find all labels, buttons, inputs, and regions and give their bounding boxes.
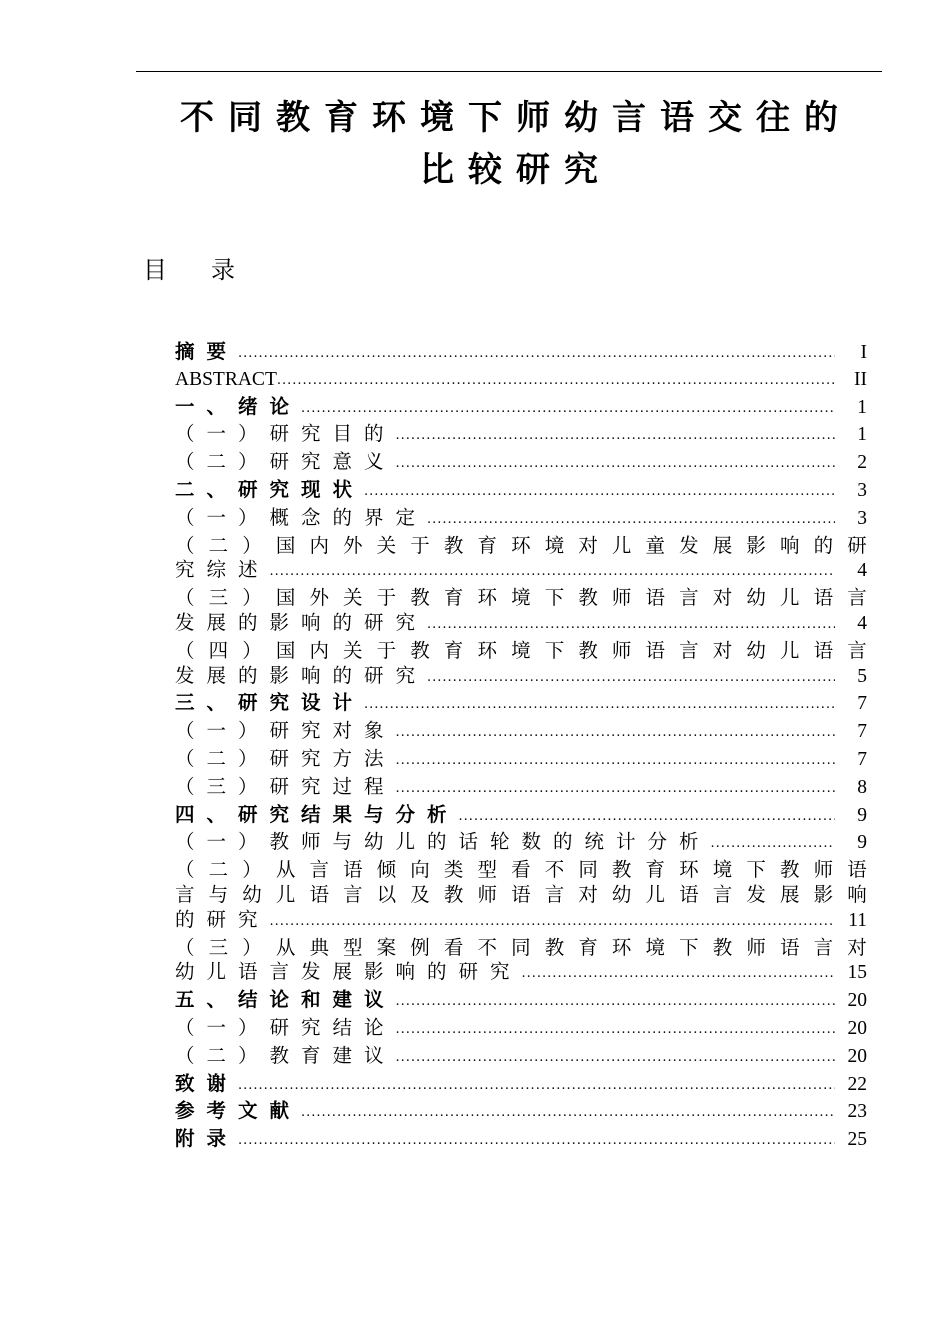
toc-entry-ack[interactable] bbox=[175, 1072, 867, 1100]
toc-leader-dots bbox=[396, 990, 835, 1015]
toc-leader-dots bbox=[396, 1018, 835, 1043]
toc-leader-dots bbox=[301, 1101, 835, 1126]
header-rule bbox=[136, 71, 882, 72]
toc-leader-dots bbox=[364, 480, 835, 505]
toc-entry-label: 附录 bbox=[175, 1127, 239, 1151]
toc-entry-label: 致谢 bbox=[175, 1071, 239, 1095]
toc-page-number: 3 bbox=[857, 507, 867, 529]
toc-page-number: 4 bbox=[857, 560, 867, 582]
toc-leader-dots bbox=[427, 613, 835, 638]
toc-page-number: 20 bbox=[847, 1045, 867, 1067]
toc-page-number: 15 bbox=[847, 962, 867, 984]
toc-entry-ch2-2[interactable] bbox=[175, 558, 867, 586]
toc-wrap-line[interactable]: （ 三 ） 从 典 型 案 例 看 不 同 教 育 环 境 下 教 师 语 言 对 bbox=[175, 935, 867, 959]
toc-leader-dots bbox=[364, 693, 835, 718]
toc-leader-dots bbox=[396, 721, 835, 746]
toc-entry-ch1[interactable] bbox=[175, 395, 867, 423]
toc-entry-refs[interactable] bbox=[175, 1099, 867, 1127]
toc-entry-ch3-2[interactable] bbox=[175, 747, 867, 775]
toc-entry-ch3-1[interactable] bbox=[175, 719, 867, 747]
toc-heading bbox=[143, 250, 235, 285]
toc-entry-label: 三、研究设计 bbox=[175, 691, 365, 715]
toc-page-number: 7 bbox=[857, 693, 867, 715]
toc-entry-label: 四、研究结果与分析 bbox=[175, 802, 459, 826]
page-title bbox=[136, 92, 882, 196]
toc-leader-dots bbox=[522, 962, 835, 987]
toc-wrap-line[interactable]: （ 三 ） 国 外 关 于 教 育 环 境 下 教 师 语 言 对 幼 儿 语 言 bbox=[175, 586, 867, 610]
toc-wrap-line[interactable]: （ 二 ） 从 言 语 倾 向 类 型 看 不 同 教 育 环 境 下 教 师 语 bbox=[175, 858, 867, 882]
toc-entry-label: 的研究 bbox=[175, 907, 270, 931]
toc-page-number: 7 bbox=[857, 748, 867, 770]
toc-entry-ch2-4[interactable] bbox=[175, 664, 867, 692]
toc-entry-label: （二）教育建议 bbox=[175, 1043, 396, 1067]
toc-entry-label: 参考文献 bbox=[175, 1099, 302, 1123]
toc-leader-dots bbox=[301, 397, 835, 422]
toc-page-number: 22 bbox=[847, 1073, 867, 1095]
toc-page-number: 5 bbox=[857, 665, 867, 687]
toc-leader-dots bbox=[238, 1074, 835, 1099]
toc-leader-dots bbox=[459, 805, 835, 830]
toc-entry-ch2[interactable] bbox=[175, 478, 867, 506]
toc-page-number: 7 bbox=[857, 721, 867, 743]
toc-entry-label: 二、研究现状 bbox=[175, 477, 365, 501]
toc-leader-dots bbox=[427, 508, 835, 533]
toc-entry-abstract-en[interactable] bbox=[175, 368, 867, 395]
toc-leader-dots bbox=[396, 777, 835, 802]
toc-entry-ch2-3[interactable] bbox=[175, 611, 867, 639]
toc-heading-left: 目 bbox=[143, 256, 167, 284]
toc-entry-label: （三）研究过程 bbox=[175, 774, 396, 798]
toc-entry-label: （二）研究方法 bbox=[175, 746, 396, 770]
toc-entry-abstract-cn[interactable] bbox=[175, 340, 867, 368]
toc-leader-dots bbox=[270, 910, 835, 935]
toc-entry-ch1-1[interactable] bbox=[175, 422, 867, 450]
toc-entry-ch5-1[interactable] bbox=[175, 1016, 867, 1044]
toc-entry-label: （一）研究目的 bbox=[175, 422, 396, 446]
toc-page-number: 4 bbox=[857, 612, 867, 634]
toc-page-number: 3 bbox=[857, 479, 867, 501]
toc-entry-label: 一、绪论 bbox=[175, 394, 302, 418]
toc-entry-label: （一）研究对象 bbox=[175, 719, 396, 743]
table-of-contents bbox=[175, 340, 867, 1155]
toc-entry-label: （一）研究结论 bbox=[175, 1015, 396, 1039]
toc-entry-label: （一）概念的界定 bbox=[175, 505, 428, 529]
toc-entry-label: 五、结论和建议 bbox=[175, 988, 396, 1012]
toc-entry-ch4-3[interactable] bbox=[175, 960, 867, 988]
toc-entry-label: 发展的影响的研究 bbox=[175, 610, 428, 634]
toc-page-number: 2 bbox=[857, 452, 867, 474]
toc-page-number: 20 bbox=[847, 1017, 867, 1039]
toc-entry-ch1-2[interactable] bbox=[175, 450, 867, 478]
toc-entry-label: 摘要 bbox=[175, 340, 239, 363]
toc-page-number: I bbox=[860, 342, 867, 363]
toc-entry-ch4-2[interactable] bbox=[175, 908, 867, 936]
toc-wrap-line[interactable]: （ 二 ） 国 内 外 关 于 教 育 环 境 对 儿 童 发 展 影 响 的 研 bbox=[175, 533, 867, 557]
title-line-1: 不同教育环境下师幼言语交往的 bbox=[180, 98, 852, 138]
toc-entry-ch5-2[interactable] bbox=[175, 1044, 867, 1072]
toc-leader-dots bbox=[711, 832, 835, 857]
toc-page-number: 9 bbox=[857, 804, 867, 826]
toc-leader-dots bbox=[427, 666, 835, 691]
toc-leader-dots bbox=[396, 749, 835, 774]
toc-entry-label: （二）研究意义 bbox=[175, 450, 396, 474]
toc-page-number: 1 bbox=[857, 396, 867, 418]
toc-leader-dots bbox=[277, 369, 835, 394]
toc-leader-dots bbox=[396, 452, 835, 477]
toc-leader-dots bbox=[238, 1129, 835, 1154]
toc-entry-label: ABSTRACT bbox=[175, 368, 277, 390]
toc-entry-label: 发展的影响的研究 bbox=[175, 663, 428, 687]
toc-entry-ch4[interactable] bbox=[175, 803, 867, 831]
toc-entry-appendix[interactable] bbox=[175, 1127, 867, 1155]
toc-page-number: II bbox=[854, 368, 867, 390]
toc-page-number: 11 bbox=[848, 909, 867, 931]
toc-heading-right: 录 bbox=[211, 256, 235, 284]
toc-entry-ch3-3[interactable] bbox=[175, 775, 867, 803]
toc-page-number: 23 bbox=[847, 1101, 867, 1123]
toc-entry-ch4-1[interactable] bbox=[175, 830, 867, 858]
toc-leader-dots bbox=[270, 560, 835, 585]
toc-entry-label: 究综述 bbox=[175, 558, 270, 582]
toc-entry-ch5[interactable] bbox=[175, 988, 867, 1016]
toc-wrap-line[interactable]: 言 与 幼 儿 语 言 以 及 教 师 语 言 对 幼 儿 语 言 发 展 影 响 bbox=[175, 882, 867, 906]
toc-wrap-line[interactable]: （ 四 ） 国 内 关 于 教 育 环 境 下 教 师 语 言 对 幼 儿 语 言 bbox=[175, 638, 867, 662]
toc-page-number: 1 bbox=[857, 424, 867, 446]
toc-entry-ch3[interactable] bbox=[175, 691, 867, 719]
toc-page-number: 9 bbox=[857, 832, 867, 854]
toc-page-number: 20 bbox=[847, 990, 867, 1012]
toc-leader-dots bbox=[238, 342, 835, 367]
title-line-2: 比较研究 bbox=[420, 150, 612, 190]
toc-entry-label: （一）教师与幼儿的话轮数的统计分析 bbox=[175, 830, 711, 854]
toc-page-number: 25 bbox=[847, 1129, 867, 1151]
toc-leader-dots bbox=[396, 424, 835, 449]
toc-entry-label: 幼儿语言发展影响的研究 bbox=[175, 960, 522, 984]
toc-entry-ch2-1[interactable] bbox=[175, 506, 867, 534]
toc-page-number: 8 bbox=[857, 776, 867, 798]
toc-leader-dots bbox=[396, 1046, 835, 1071]
